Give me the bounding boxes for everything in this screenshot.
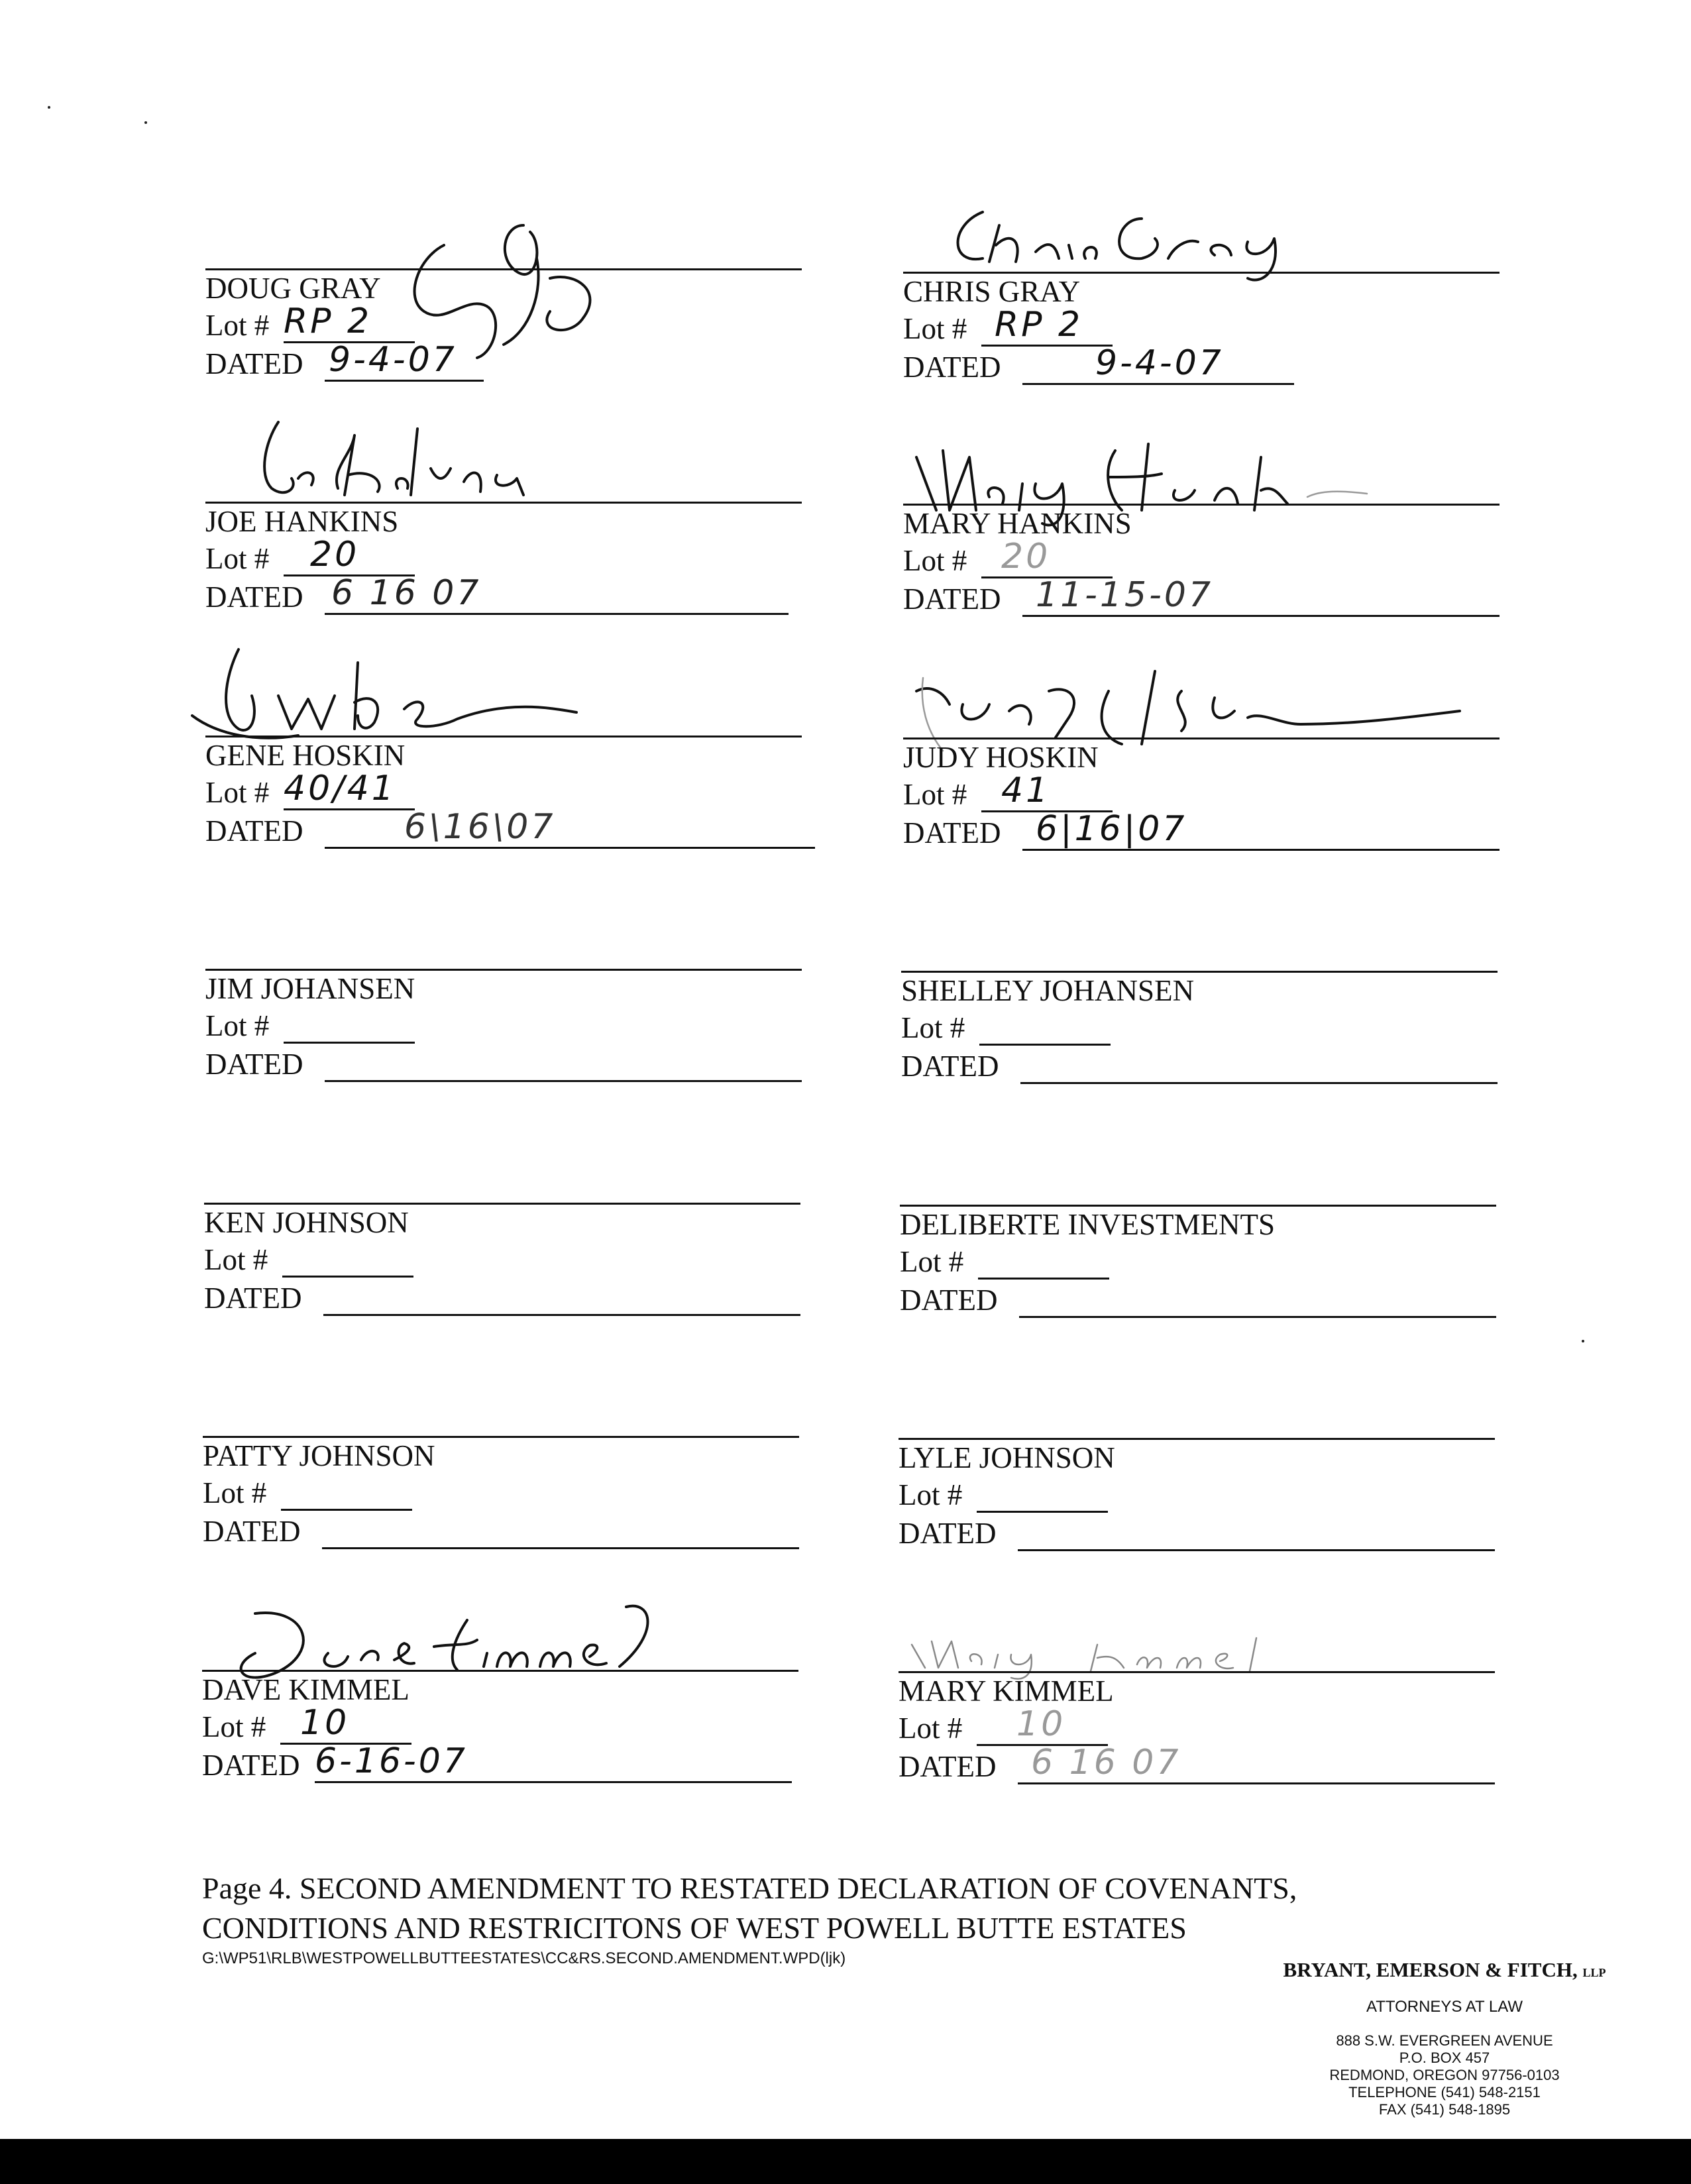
footer-title-line-2: CONDITIONS AND RESTRICITONS OF WEST POWELL BUTTE ESTATES <box>202 1911 1187 1945</box>
signature-chris-gray <box>936 199 1347 278</box>
lot-label: Lot # <box>202 1710 266 1743</box>
dated-value: 9-4-07 <box>1095 343 1224 383</box>
signature-joe-hankins <box>239 415 583 515</box>
lot-label: Lot # <box>899 1478 963 1511</box>
dated-label: DATED <box>202 1749 300 1782</box>
dated-label: DATED <box>899 1750 997 1783</box>
lot-label: Lot # <box>901 1011 965 1044</box>
signatory-name: GENE HOSKIN <box>205 739 406 772</box>
dated-label: DATED <box>903 816 1001 849</box>
dated-label: DATED <box>903 582 1001 616</box>
dated-label: DATED <box>204 1282 302 1315</box>
signatory-name: JIM JOHANSEN <box>205 972 415 1005</box>
signature-block-judy-hoskin <box>903 737 1500 936</box>
lot-label: Lot # <box>205 309 270 342</box>
lot-value: 41 <box>1001 771 1051 810</box>
firm-name <box>1259 1958 1630 1982</box>
signatory-name: JOE HANKINS <box>205 505 399 538</box>
file-path: G:\WP51\RLB\WESTPOWELLBUTTEESTATES\CC&RS.SECOND.AMENDMENT.WPD(ljk) <box>202 1949 846 1967</box>
lot-label: Lot # <box>903 312 967 345</box>
dated-value: 9-4-07 <box>329 340 457 380</box>
signature-block-dave-kimmel <box>202 1670 798 1869</box>
dated-value: 11-15-07 <box>1036 575 1214 615</box>
dated-label: DATED <box>205 347 303 380</box>
lot-value: RP 2 <box>284 301 372 341</box>
signature-block-ken-johnson <box>204 1203 800 1401</box>
signatory-name: PATTY JOHNSON <box>203 1439 435 1472</box>
lot-label: Lot # <box>903 778 967 811</box>
signature-block-lyle-johnson <box>899 1438 1495 1637</box>
lot-value: RP 2 <box>995 305 1083 345</box>
dated-value: 6\16\07 <box>404 807 556 847</box>
signatory-name: MARY KIMMEL <box>899 1674 1114 1708</box>
lot-label: Lot # <box>203 1476 267 1509</box>
signatory-name: MARY HANKINS <box>903 507 1132 540</box>
signature-gene-hoskin <box>179 636 603 755</box>
signatory-name: DOUG GRAY <box>205 272 381 305</box>
address-line: TELEPHONE (541) 548-2151 <box>1348 2084 1541 2101</box>
dated-label: DATED <box>205 1048 303 1081</box>
scan-speck <box>144 121 147 124</box>
signatory-name: JUDY HOSKIN <box>903 741 1099 774</box>
firm-name-text: BRYANT, EMERSON & FITCH, <box>1283 1958 1578 1981</box>
dated-value: 6 16 07 <box>1031 1743 1181 1782</box>
law-firm-block <box>1259 1958 1630 2118</box>
signature-block-mary-kimmel <box>899 1671 1495 1870</box>
address-line: 888 S.W. EVERGREEN AVENUE <box>1336 2032 1553 2049</box>
dated-label: DATED <box>901 1050 999 1083</box>
lot-label: Lot # <box>900 1245 964 1278</box>
signature-mary-kimmel <box>899 1618 1349 1678</box>
lot-label: Lot # <box>205 1009 270 1042</box>
signatory-name: DAVE KIMMEL <box>202 1673 409 1706</box>
dated-label: DATED <box>203 1515 301 1548</box>
address-line: REDMOND, OREGON 97756-0103 <box>1329 2067 1560 2083</box>
lot-value: 10 <box>300 1703 350 1743</box>
signatory-name: SHELLEY JOHANSEN <box>901 974 1195 1007</box>
dated-value: 6|16|07 <box>1036 809 1187 849</box>
signature-block-gene-hoskin <box>205 736 802 934</box>
scan-speck <box>48 106 50 109</box>
lot-label: Lot # <box>903 544 967 577</box>
address-line: FAX (541) 548-1895 <box>1378 2101 1511 2118</box>
scan-border <box>0 2139 1691 2184</box>
footer-title-line-1: Page 4. SECOND AMENDMENT TO RESTATED DECLARATION OF COVENANTS, <box>202 1871 1297 1905</box>
page-footer <box>202 1869 1297 1948</box>
lot-label: Lot # <box>204 1243 268 1276</box>
dated-value: 6-16-07 <box>315 1741 468 1781</box>
firm-subtitle: ATTORNEYS AT LAW <box>1366 1998 1523 2016</box>
signature-block-deliberte-investments <box>900 1205 1496 1403</box>
signature-block-shelley-johansen <box>901 971 1498 1170</box>
dated-label: DATED <box>900 1283 998 1317</box>
lot-label: Lot # <box>205 542 270 575</box>
lot-label: Lot # <box>899 1712 963 1745</box>
lot-value: 20 <box>1001 537 1051 576</box>
signature-judy-hoskin <box>903 651 1486 751</box>
dated-label: DATED <box>903 351 1001 384</box>
signature-block-jim-johansen <box>205 969 802 1168</box>
signatory-name: DELIBERTE INVESTMENTS <box>900 1208 1275 1241</box>
dated-label: DATED <box>205 814 303 847</box>
signatory-name: CHRIS GRAY <box>903 275 1081 308</box>
dated-label: DATED <box>205 580 303 614</box>
lot-value: 10 <box>1016 1704 1066 1744</box>
signature-dave-kimmel <box>215 1594 666 1680</box>
lot-label: Lot # <box>205 776 270 809</box>
signatory-name: LYLE JOHNSON <box>899 1441 1115 1474</box>
firm-address <box>1259 2032 1630 2118</box>
lot-value: 40/41 <box>284 769 396 808</box>
signatory-name: KEN JOHNSON <box>204 1206 409 1239</box>
dated-label: DATED <box>899 1517 997 1550</box>
address-line: P.O. BOX 457 <box>1399 2049 1490 2066</box>
scan-speck <box>1582 1340 1584 1342</box>
lot-value: 20 <box>310 535 360 574</box>
dated-value: 6 16 07 <box>331 573 482 613</box>
firm-suffix: LLP <box>1582 1966 1606 1979</box>
